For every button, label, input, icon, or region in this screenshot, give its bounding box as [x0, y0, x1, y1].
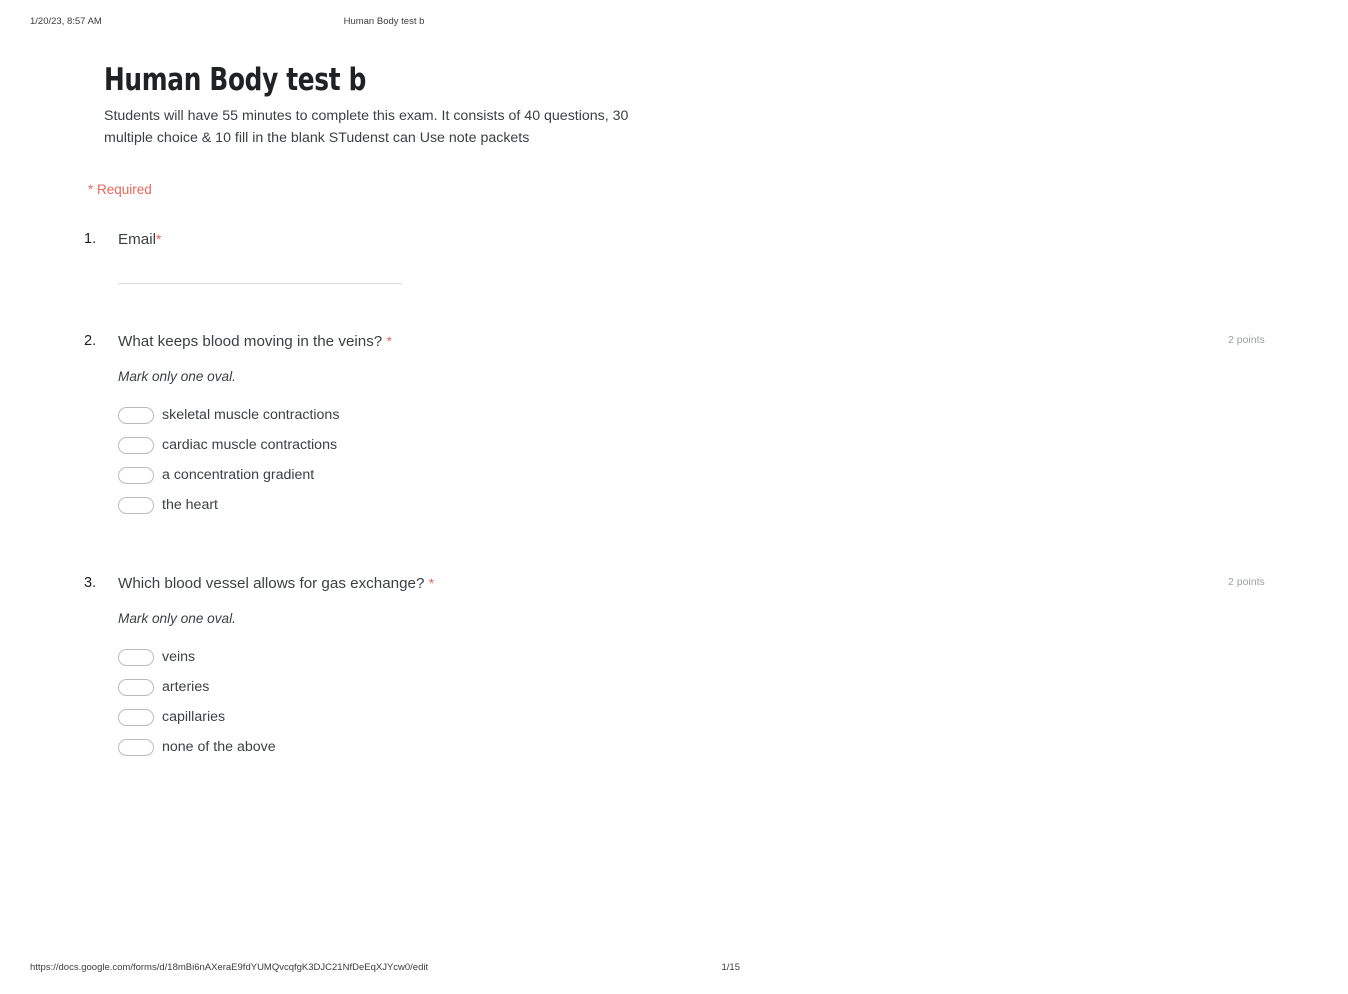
option-label: a concentration gradient [162, 467, 315, 483]
question-3-text [118, 573, 628, 594]
required-asterisk-icon: * [428, 575, 435, 591]
question-3-number: 3. [84, 575, 97, 591]
radio-oval-icon[interactable] [118, 709, 154, 726]
print-date: 1/20/23, 8:57 AM [30, 16, 102, 27]
question-2-number: 2. [84, 333, 97, 349]
option-row[interactable] [118, 672, 768, 702]
option-row[interactable] [118, 490, 768, 520]
required-asterisk-icon: * [155, 231, 162, 247]
question-1-label: Email [118, 231, 156, 248]
option-row[interactable] [118, 460, 768, 490]
question-2-points: 2 points [1228, 334, 1265, 346]
question-2-options [118, 400, 768, 520]
question-1-text [118, 229, 628, 250]
radio-oval-icon[interactable] [118, 467, 154, 484]
page-title: Human Body test b [104, 62, 367, 98]
option-row[interactable] [118, 702, 768, 732]
required-note: * Required [88, 182, 152, 197]
option-label: capillaries [162, 709, 226, 725]
footer-page-number: 1/15 [721, 962, 740, 973]
print-document-title: Human Body test b [343, 16, 425, 27]
question-3-label: Which blood vessel allows for gas exchange? [118, 575, 425, 592]
radio-oval-icon[interactable] [118, 437, 154, 454]
option-label: none of the above [162, 739, 276, 755]
option-label: skeletal muscle contractions [162, 407, 340, 423]
form-description: Students will have 55 minutes to complete this exam. It consists of 40 questions, 30 multiple choice & 10 fill in the blank STudenst can Use note packets [104, 108, 629, 146]
question-2 [0, 331, 1265, 520]
option-label: arteries [162, 679, 210, 695]
option-label: veins [162, 649, 196, 665]
option-row[interactable] [118, 732, 768, 762]
option-label: the heart [162, 497, 219, 513]
radio-oval-icon[interactable] [118, 739, 154, 756]
print-header [0, 16, 768, 32]
question-3-points: 2 points [1228, 576, 1265, 588]
question-3-header [84, 573, 1265, 594]
question-1 [0, 229, 768, 284]
print-footer [0, 962, 768, 976]
footer-url: https://docs.google.com/forms/d/18mBi6nAXeraE9fdYUMQvcqfgK3DJC21NfDeEqXJYcw0/edit [30, 962, 429, 973]
option-row[interactable] [118, 430, 768, 460]
required-asterisk-icon: * [386, 333, 392, 349]
question-1-number: 1. [84, 231, 97, 247]
question-2-label: What keeps blood moving in the veins? [118, 333, 383, 350]
option-label: cardiac muscle contractions [162, 437, 338, 453]
option-row[interactable] [118, 400, 768, 430]
question-2-text [118, 331, 628, 352]
option-row[interactable] [118, 642, 768, 672]
question-3 [0, 573, 1265, 762]
radio-oval-icon[interactable] [118, 497, 154, 514]
question-1-header [84, 229, 768, 250]
form-body [0, 60, 1265, 762]
radio-oval-icon[interactable] [118, 407, 154, 424]
radio-oval-icon[interactable] [118, 679, 154, 696]
question-3-options [118, 642, 768, 762]
radio-oval-icon[interactable] [118, 649, 154, 666]
question-3-instruction: Mark only one oval. [118, 611, 236, 626]
question-2-header [84, 331, 1265, 352]
question-2-instruction: Mark only one oval. [118, 369, 236, 384]
email-field[interactable] [118, 283, 402, 284]
